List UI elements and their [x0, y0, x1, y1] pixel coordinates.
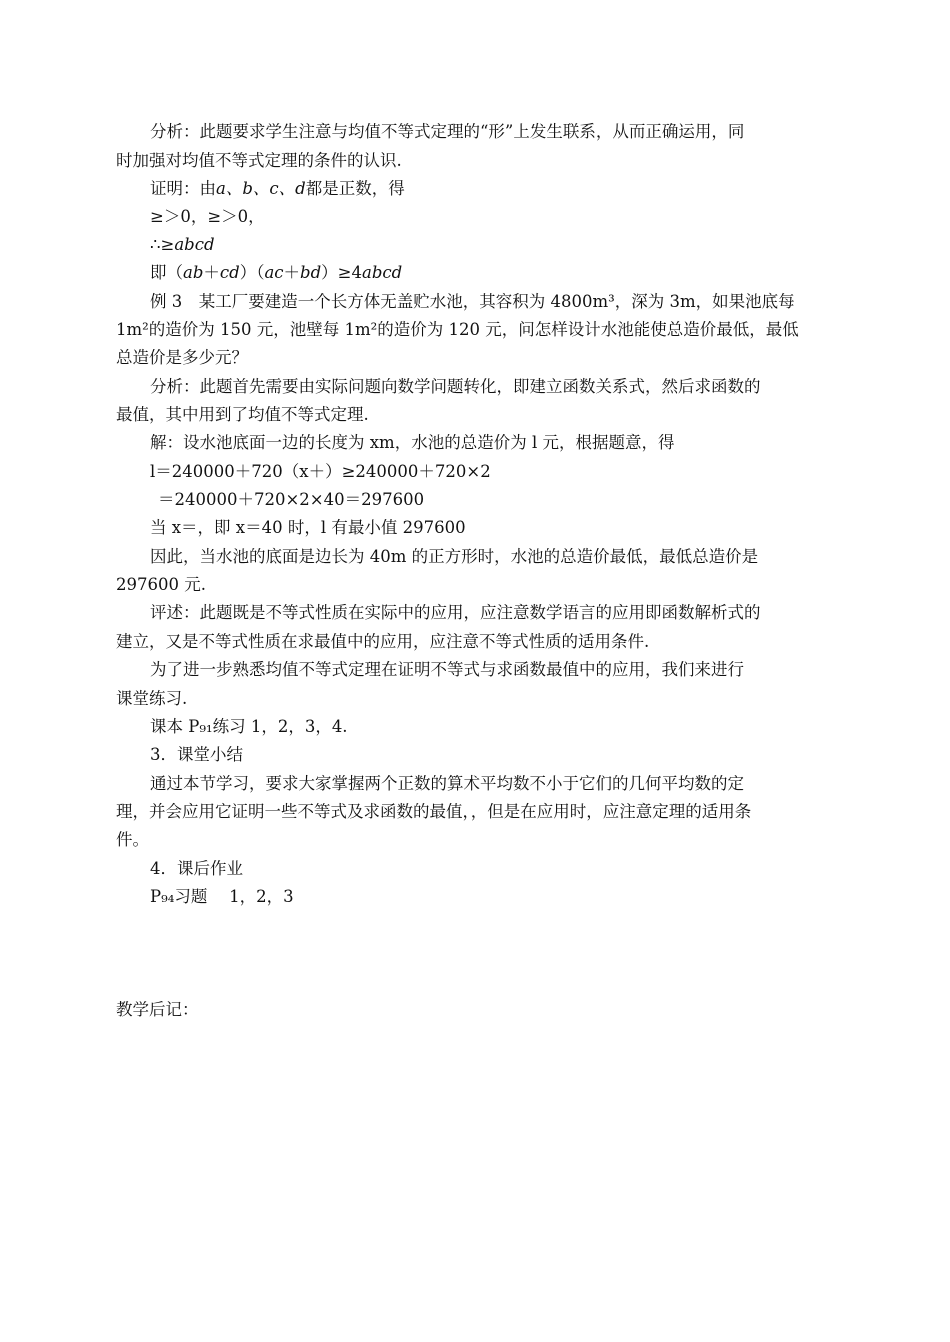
review-line2: 建立，又是不等式性质在求最值中的应用，应注意不等式性质的适用条件. [116, 632, 650, 651]
proof-step3-g: bd [300, 263, 322, 282]
analysis1-line2: 时加强对均值不等式定理的条件的认识. [116, 151, 402, 170]
proof-step3-a: ab [183, 263, 204, 282]
proof-step3-c: cd [219, 263, 240, 282]
summary-line1: 通过本节学习，要求大家掌握两个正数的算术平均数不小于它们的几何平均数的定 [150, 774, 744, 793]
analysis2-line1: 分析：此题首先需要由实际问题向数学问题转化，即建立函数关系式，然后求函数的 [150, 377, 761, 396]
practice-line2: 课堂练习. [116, 689, 188, 708]
example3-line2: 1m²的造价为 150 元，池壁每 1m²的造价为 120 元，问怎样设计水池能使总造价最低，最低 [116, 320, 799, 339]
proof-step2-var: abcd [174, 235, 215, 254]
solution-line3: ＝240000＋720×2×40＝297600 [158, 490, 425, 509]
example3-line1: 例 3 某工厂要建造一个长方体无盖贮水池，其容积为 4800m³，深为 3m，如果池底每 [150, 292, 795, 311]
proof-vars: a、b、c、d [216, 179, 306, 198]
analysis2-line2: 最值，其中用到了均值不等式定理. [116, 405, 369, 424]
proof-step3-f: ＋ [283, 263, 301, 282]
practice-line3: 课本 P₉₁练习 1，2，3，4. [150, 717, 348, 736]
solution-line4: 当 x＝，即 x＝40 时，l 有最小值 297600 [150, 518, 466, 537]
review-line1: 评述：此题既是不等式性质在实际中的应用，应注意数学语言的应用即函数解析式的 [150, 603, 761, 622]
summary-heading: 3．课堂小结 [150, 745, 243, 764]
solution-line6: 297600 元. [116, 575, 206, 594]
summary-line3: 件。 [116, 830, 149, 849]
proof-step2-prefix: ∴≥ [150, 235, 175, 254]
proof-tail: 都是正数，得 [305, 179, 405, 198]
proof-step3-b: ＋ [203, 263, 220, 282]
practice-line1: 为了进一步熟悉均值不等式定理在证明不等式与求函数最值中的应用，我们来进行 [150, 660, 744, 679]
proof-lead: 证明：由 [150, 179, 216, 198]
proof-step2 [150, 234, 215, 256]
solution-line5: 因此，当水池的底面是边长为 40m 的正方形时，水池的总造价最低，最低总造价是 [150, 547, 759, 566]
homework-line1: P₉₄习题 1，2，3 [150, 887, 294, 906]
analysis1-line1: 分析：此题要求学生注意与均值不等式定理的“形”上发生联系，从而正确运用，同 [150, 122, 745, 141]
solution-line2: l＝240000＋720（x＋）≥240000＋720×2 [150, 462, 491, 481]
teaching-notes-label: 教学后记： [116, 1000, 199, 1019]
solution-line1: 解：设水池底面一边的长度为 xm，水池的总造价为 l 元，根据题意，得 [150, 433, 675, 452]
proof-step3-prefix: 即（ [150, 263, 183, 282]
proof-intro [150, 178, 405, 200]
proof-step3-e: ac [264, 263, 284, 282]
proof-step3-h: ）≥4 [321, 263, 362, 282]
proof-step3 [150, 262, 402, 284]
proof-step3-i: abcd [362, 263, 403, 282]
proof-step3-d: ）（ [239, 263, 265, 282]
example3-line3: 总造价是多少元？ [116, 348, 248, 367]
proof-step1: ≥＞0，≥＞0， [150, 207, 265, 226]
homework-heading: 4．课后作业 [150, 859, 243, 878]
summary-line2: 理，并会应用它证明一些不等式及求函数的最值，，但是在应用时，应注意定理的适用条 [116, 802, 752, 821]
